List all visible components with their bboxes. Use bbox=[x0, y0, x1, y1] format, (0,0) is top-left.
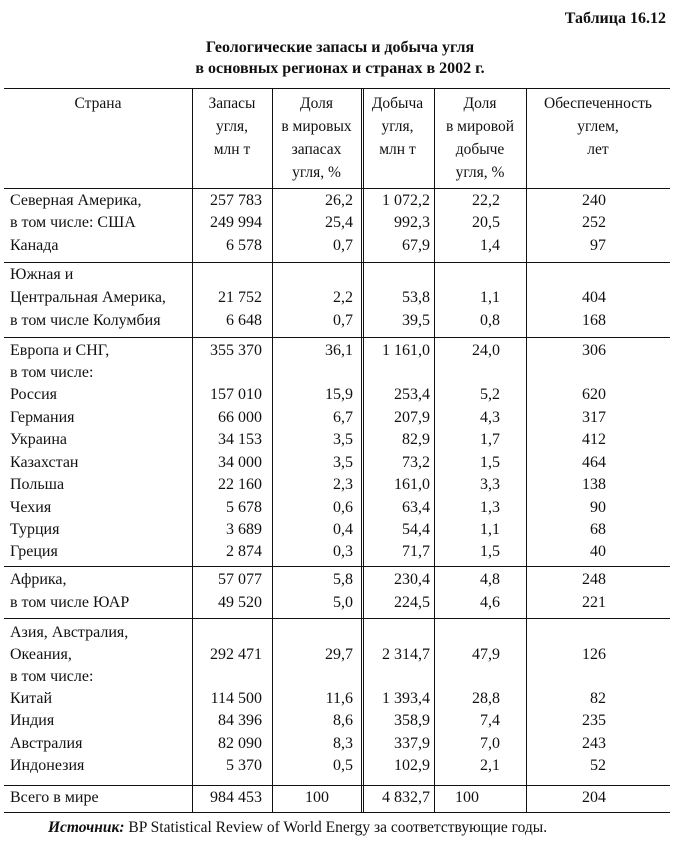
table-cell: 306 bbox=[582, 342, 606, 359]
table-cell: 34 000 bbox=[218, 454, 262, 471]
table-cell: 317 bbox=[582, 409, 606, 426]
table-cell: 1,1 bbox=[480, 289, 500, 306]
table-cell: 5 370 bbox=[226, 757, 262, 774]
header-col-5 bbox=[526, 92, 670, 161]
row-label: Индонезия bbox=[10, 757, 85, 774]
table-cell: 53,8 bbox=[402, 289, 430, 306]
row-label: Турция bbox=[10, 521, 60, 538]
table-cell: 11,6 bbox=[325, 690, 353, 707]
table-cell: 0,3 bbox=[333, 543, 353, 560]
table-cell: 337,9 bbox=[394, 735, 430, 752]
table-cell: 29,7 bbox=[325, 646, 353, 663]
total-cell: 204 bbox=[582, 789, 606, 806]
header-col-0 bbox=[4, 92, 192, 115]
header-col-5-line: лет bbox=[587, 141, 609, 158]
table-cell: 97 bbox=[590, 237, 606, 254]
table-cell: 5,0 bbox=[333, 594, 353, 611]
table-cell: 0,8 bbox=[480, 312, 500, 329]
row-label: в том числе: США bbox=[10, 214, 136, 231]
table-cell: 15,9 bbox=[325, 386, 353, 403]
table-cell: 1,1 bbox=[480, 521, 500, 538]
table-caption-line-1: Геологические запасы и добыча угля bbox=[205, 39, 475, 56]
header-col-4-line: в мировой bbox=[445, 118, 515, 135]
table-cell: 54,4 bbox=[402, 521, 430, 538]
header-col-3-line: Добыча bbox=[371, 95, 424, 112]
table-cell: 168 bbox=[582, 312, 606, 329]
total-row-label: Всего в мире bbox=[10, 789, 99, 806]
table-cell: 25,4 bbox=[325, 214, 353, 231]
table-cell: 36,1 bbox=[325, 342, 353, 359]
table-cell: 22,2 bbox=[472, 192, 500, 209]
row-label: в том числе Колумбия bbox=[10, 312, 161, 329]
table-cell: 82,9 bbox=[402, 431, 430, 448]
table-cell: 3,5 bbox=[333, 454, 353, 471]
table-cell: 224,5 bbox=[394, 594, 430, 611]
table-cell: 4,3 bbox=[480, 409, 500, 426]
source-text: BP Statistical Review of World Energy за соответствующие годы. bbox=[124, 819, 548, 836]
row-label: Китай bbox=[10, 690, 53, 707]
header-col-1 bbox=[192, 92, 272, 161]
table-cell: 28,8 bbox=[472, 690, 500, 707]
table-cell: 1,7 bbox=[480, 431, 500, 448]
column-divider-4 bbox=[526, 88, 527, 812]
table-cell: 2 314,7 bbox=[382, 646, 430, 663]
table-cell: 63,4 bbox=[402, 499, 430, 516]
header-col-5-line: Обеспеченность bbox=[544, 95, 652, 112]
table-cell: 5,2 bbox=[480, 386, 500, 403]
table-cell: 358,9 bbox=[394, 712, 430, 729]
row-label: Южная и bbox=[10, 266, 74, 283]
row-label: Африка, bbox=[10, 571, 67, 588]
header-col-4-line: добыче bbox=[455, 141, 505, 158]
table-cell: 24,0 bbox=[472, 342, 500, 359]
total-cell: 4 832,7 bbox=[382, 789, 430, 806]
row-label: Канада bbox=[10, 237, 59, 254]
table-cell: 464 bbox=[582, 454, 606, 471]
header-col-5-line: углем, bbox=[577, 118, 619, 135]
table-cell: 412 bbox=[582, 431, 606, 448]
row-label: Индия bbox=[10, 712, 55, 729]
table-cell: 6 578 bbox=[226, 237, 262, 254]
table-cell: 235 bbox=[582, 712, 606, 729]
table-cell: 249 994 bbox=[210, 214, 262, 231]
table-cell: 240 bbox=[582, 192, 606, 209]
table-cell: 230,4 bbox=[394, 571, 430, 588]
table-cell: 8,3 bbox=[333, 735, 353, 752]
table-cell: 90 bbox=[590, 499, 606, 516]
table-cell: 21 752 bbox=[218, 289, 262, 306]
table-cell: 82 bbox=[590, 690, 606, 707]
table-cell: 114 500 bbox=[210, 690, 262, 707]
header-col-0-line: Страна bbox=[74, 95, 122, 112]
table-cell: 0,7 bbox=[333, 237, 353, 254]
source-note bbox=[48, 819, 547, 837]
table-cell: 252 bbox=[582, 214, 606, 231]
table-cell: 34 153 bbox=[218, 431, 262, 448]
table-cell: 26,2 bbox=[325, 192, 353, 209]
rule-4 bbox=[4, 566, 670, 567]
table-cell: 138 bbox=[582, 476, 606, 493]
table-cell: 355 370 bbox=[210, 342, 262, 359]
table-cell: 2,2 bbox=[333, 289, 353, 306]
table-cell: 82 090 bbox=[218, 735, 262, 752]
table-cell: 126 bbox=[582, 646, 606, 663]
header-col-2 bbox=[272, 92, 361, 184]
header-col-4-line: Доля bbox=[463, 95, 497, 112]
header-col-3-line: млн т bbox=[379, 141, 416, 158]
table-cell: 22 160 bbox=[218, 476, 262, 493]
header-col-3 bbox=[361, 92, 434, 161]
row-label: в том числе: bbox=[10, 364, 94, 381]
table-cell: 4,6 bbox=[480, 594, 500, 611]
header-col-1-line: млн т bbox=[213, 141, 251, 158]
table-cell: 39,5 bbox=[402, 312, 430, 329]
table-cell: 7,4 bbox=[480, 712, 500, 729]
table-cell: 8,6 bbox=[333, 712, 353, 729]
table-cell: 992,3 bbox=[394, 214, 430, 231]
table-cell: 2,3 bbox=[333, 476, 353, 493]
table-cell: 3,3 bbox=[480, 476, 500, 493]
header-col-4 bbox=[434, 92, 526, 184]
table-cell: 52 bbox=[590, 757, 606, 774]
row-label: Центральная Америка, bbox=[10, 289, 166, 306]
table-cell: 4,8 bbox=[480, 571, 500, 588]
table-cell: 7,0 bbox=[480, 735, 500, 752]
rule-1 bbox=[4, 188, 670, 189]
table-cell: 207,9 bbox=[394, 409, 430, 426]
table-cell: 6,7 bbox=[333, 409, 353, 426]
table-cell: 1,4 bbox=[480, 237, 500, 254]
table-cell: 257 783 bbox=[210, 192, 262, 209]
table-cell: 0,6 bbox=[333, 499, 353, 516]
table-cell: 253,4 bbox=[394, 386, 430, 403]
table-cell: 1 072,2 bbox=[382, 192, 430, 209]
table-cell: 620 bbox=[582, 386, 606, 403]
header-col-2-line: угля, % bbox=[292, 164, 341, 181]
table-cell: 221 bbox=[582, 594, 606, 611]
row-label: Украина bbox=[10, 431, 68, 448]
header-col-4-line: угля, % bbox=[455, 164, 505, 181]
table-cell: 102,9 bbox=[394, 757, 430, 774]
table-cell: 67,9 bbox=[402, 237, 430, 254]
source-label: Источник: bbox=[48, 819, 125, 836]
table-cell: 0,7 bbox=[333, 312, 353, 329]
table-cell: 1 393,4 bbox=[382, 690, 430, 707]
total-cell: 984 453 bbox=[210, 789, 262, 806]
row-label: Европа и СНГ, bbox=[10, 342, 110, 359]
total-cell: 100 bbox=[305, 789, 329, 806]
table-cell: 0,4 bbox=[333, 521, 353, 538]
row-label: Чехия bbox=[10, 499, 52, 516]
row-label: Океания, bbox=[10, 646, 72, 663]
rule-3 bbox=[4, 337, 670, 338]
row-label: в том числе ЮАР bbox=[10, 594, 130, 611]
table-cell: 6 648 bbox=[226, 312, 262, 329]
table-cell: 0,5 bbox=[333, 757, 353, 774]
column-divider-3 bbox=[434, 88, 435, 812]
table-cell: 2 874 bbox=[226, 543, 262, 560]
rule-0 bbox=[4, 88, 670, 89]
table-cell: 3,5 bbox=[333, 431, 353, 448]
header-col-2-line: запасах bbox=[291, 141, 342, 158]
table-cell: 2,1 bbox=[480, 757, 500, 774]
row-label: Азия, Австралия, bbox=[10, 624, 129, 641]
table-cell: 1,5 bbox=[480, 454, 500, 471]
column-divider-1 bbox=[272, 88, 273, 812]
header-col-2-line: Доля bbox=[300, 95, 333, 112]
table-cell: 84 396 bbox=[218, 712, 262, 729]
header-col-1-line: угля, bbox=[215, 118, 249, 135]
table-cell: 57 077 bbox=[218, 571, 262, 588]
table-cell: 161,0 bbox=[394, 476, 430, 493]
table-cell: 47,9 bbox=[472, 646, 500, 663]
row-label: Казахстан bbox=[10, 454, 79, 471]
table-cell: 404 bbox=[582, 289, 606, 306]
table-cell: 5 678 bbox=[226, 499, 262, 516]
table-cell: 157 010 bbox=[210, 386, 262, 403]
row-label: Россия bbox=[10, 386, 58, 403]
header-col-3-line: угля, bbox=[381, 118, 414, 135]
table-cell: 73,2 bbox=[402, 454, 430, 471]
table-cell: 1,3 bbox=[480, 499, 500, 516]
rule-2 bbox=[4, 262, 670, 263]
table-cell: 243 bbox=[582, 735, 606, 752]
rule-5 bbox=[4, 618, 670, 619]
table-cell: 68 bbox=[590, 521, 606, 538]
table-cell: 5,8 bbox=[333, 571, 353, 588]
table-cell: 40 bbox=[590, 543, 606, 560]
header-col-2-line: в мировых bbox=[281, 118, 352, 135]
row-label: Польша bbox=[10, 476, 65, 493]
header-col-1-line: Запасы bbox=[208, 95, 256, 112]
row-label: Греция bbox=[10, 543, 58, 560]
row-label: Северная Америка, bbox=[10, 192, 142, 209]
table-cell: 3 689 bbox=[226, 521, 262, 538]
table-cell: 248 bbox=[582, 571, 606, 588]
total-cell: 100 bbox=[455, 789, 479, 806]
rule-7 bbox=[4, 812, 670, 813]
table-cell: 292 471 bbox=[210, 646, 262, 663]
table-cell: 20,5 bbox=[472, 214, 500, 231]
row-label: Германия bbox=[10, 409, 75, 426]
rule-6 bbox=[4, 785, 670, 786]
table-cell: 1,5 bbox=[480, 543, 500, 560]
table-cell: 71,7 bbox=[402, 543, 430, 560]
row-label: в том числе: bbox=[10, 668, 94, 685]
table-number: Таблица 16.12 bbox=[564, 10, 666, 27]
table-cell: 66 000 bbox=[218, 409, 262, 426]
table-cell: 1 161,0 bbox=[382, 342, 430, 359]
table-caption-line-2: в основных регионах и странах в 2002 г. bbox=[195, 60, 485, 77]
table-cell: 49 520 bbox=[218, 594, 262, 611]
row-label: Австралия bbox=[10, 735, 83, 752]
